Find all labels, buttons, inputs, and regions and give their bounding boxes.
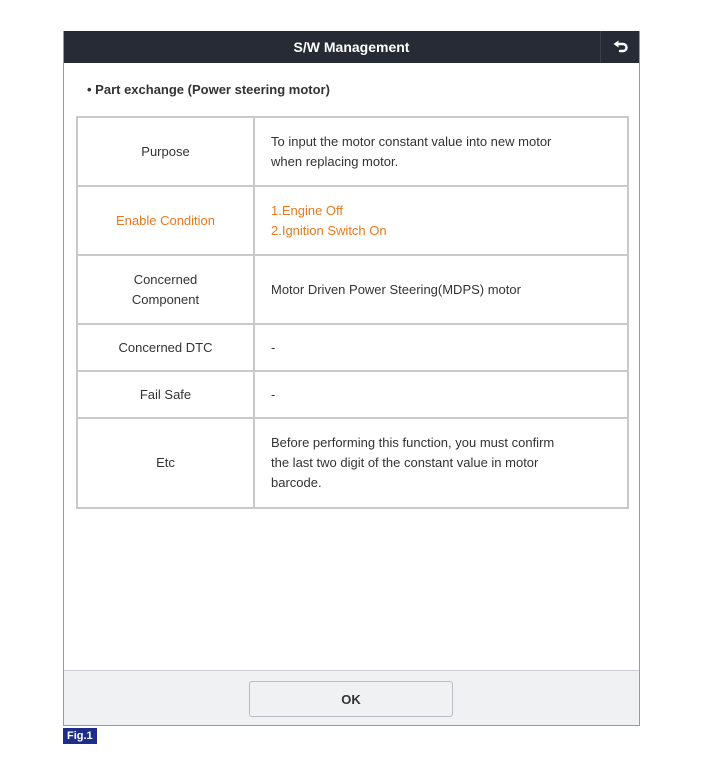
value-line: - [271,386,276,402]
dialog-title: S/W Management [293,39,410,55]
table-row-concerned-dtc [77,324,628,371]
row-label: Concerned DTC [77,324,254,371]
title-bar [64,31,639,63]
value-line: barcode. [271,475,322,490]
table-row-fail-safe [77,371,628,418]
row-label [77,255,254,324]
row-value [254,186,628,255]
ok-button[interactable]: OK [249,681,453,717]
table-row-enable-condition [77,186,628,255]
row-value [254,418,628,508]
return-arrow-icon [612,40,628,54]
value-line: the last two digit of the constant value in motor [271,455,539,470]
row-label: Enable Condition [77,186,254,255]
value-line: Motor Driven Power Steering(MDPS) motor [271,281,521,297]
value-line: To input the motor constant value into new motor [271,133,552,149]
value-line: Before performing this function, you must confirm [271,435,555,450]
value-line: when replacing motor. [271,153,399,169]
label-line: Component [131,291,200,307]
row-label: Purpose [77,117,254,186]
value-line: 2.Ignition Switch On [271,222,387,238]
row-label: Etc [77,418,254,508]
row-value [254,255,628,324]
section-title: • Part exchange (Power steering motor) [87,82,330,97]
table-row-concerned-component [77,255,628,324]
value-line: 1.Engine Off [271,202,344,218]
back-button[interactable] [600,31,639,63]
row-value [254,324,628,371]
table-row-purpose [77,117,628,186]
table-row-etc [77,418,628,508]
row-value [254,371,628,418]
row-label: Fail Safe [77,371,254,418]
label-line: Concerned [133,271,198,287]
dialog-footer [64,670,639,725]
info-table [76,116,629,509]
figure-label: Fig.1 [63,728,97,744]
row-value [254,117,628,186]
sw-management-dialog [63,31,640,726]
value-line: - [271,339,276,355]
